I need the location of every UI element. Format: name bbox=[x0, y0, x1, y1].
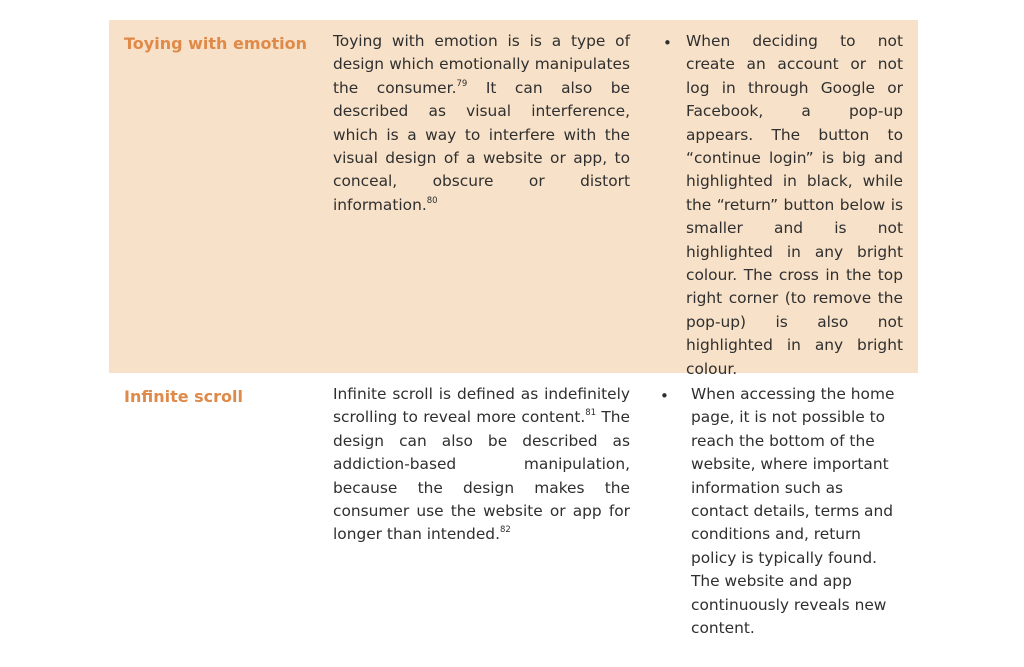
term-label: Toying with emotion bbox=[124, 34, 308, 53]
definition-part: The design can also be described as addiction-based manipulation, because the design makes the consumer use the website or app for longer than intended. bbox=[333, 408, 630, 544]
definition-text bbox=[333, 30, 630, 217]
definition-part: Toying with emotion is is a type of design which emotionally manipulates the consumer. bbox=[333, 32, 630, 97]
definition-part: Infinite scroll is defined as indefinitely scrolling to reveal more content. bbox=[333, 385, 630, 427]
example-text: When accessing the home page, it is not possible to reach the bottom of the website, where important information such as contact details, terms and conditions and, return policy is typically found. The website and app continuously reveals new content. bbox=[691, 385, 895, 638]
bullet-icon: • bbox=[660, 387, 669, 405]
example-text: When deciding to not create an account or not log in through Google or Facebook, a pop-up appears. The button to “continue login” is big and highlighted in black, while the “return” button below is smaller and is not highlighted in any bright colour. The cross in the top right corner (to remove the pop-up) is also not highlighted in any bright colour. bbox=[686, 32, 903, 378]
footnote-ref: 81 bbox=[585, 408, 597, 419]
footnote-ref: 80 bbox=[426, 195, 438, 206]
term-label: Infinite scroll bbox=[124, 387, 244, 406]
table-row-infinite-scroll bbox=[109, 373, 918, 653]
table-row-toying-with-emotion bbox=[109, 20, 918, 378]
definition-text bbox=[333, 383, 630, 547]
bullet-icon: • bbox=[663, 34, 672, 52]
footnote-ref: 82 bbox=[499, 525, 511, 536]
footnote-ref: 79 bbox=[456, 78, 468, 89]
definition-part: It can also be described as visual interference, which is a way to interfere with the visual design of a website or app, to conceal, obscure or distort information. bbox=[333, 78, 631, 214]
